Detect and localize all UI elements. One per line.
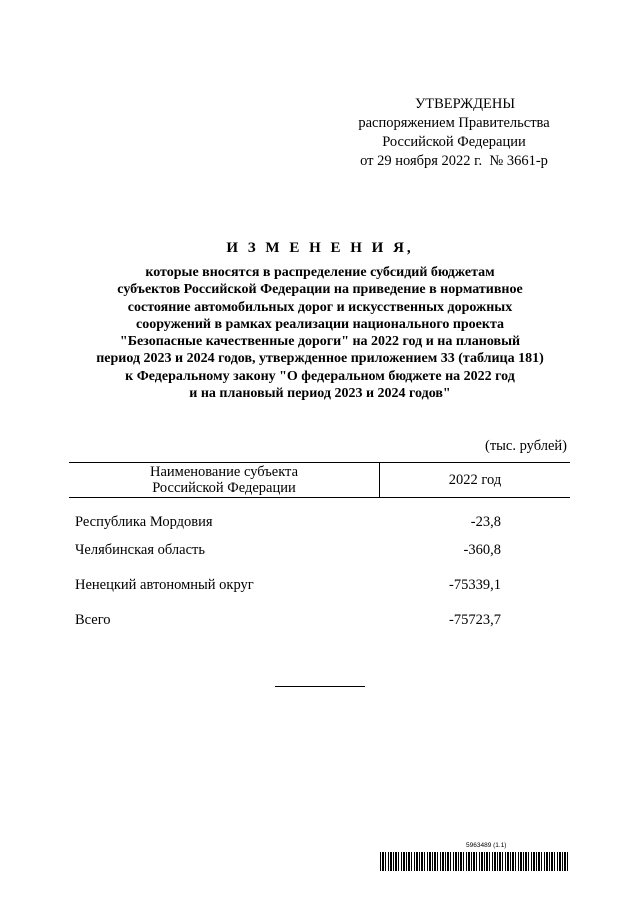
approval-heading: УТВЕРЖДЕНЫ — [414, 96, 516, 112]
subtitle-line: период 2023 и 2024 годов, утвержденное приложением 33 (таблица 181) — [96, 351, 544, 367]
row-value: -75339,1 — [449, 577, 501, 593]
barcode-image — [380, 852, 569, 871]
subtitle-line: состояние автомобильных дорог и искусственных дорожных — [127, 299, 513, 315]
table-row — [69, 568, 570, 603]
table-row — [69, 498, 570, 534]
row-region-name: Ненецкий автономный округ — [75, 577, 254, 593]
barcode-number: 5963489 (1.1) — [466, 842, 507, 849]
subtitle-line: и на плановый период 2023 и 2024 годов" — [189, 386, 451, 402]
document-title: И З М Е Н Е Н И Я, — [226, 240, 414, 256]
header-region-line1: Наименование субъекта — [149, 464, 299, 480]
header-region — [69, 463, 380, 498]
row-total-value: -75723,7 — [449, 612, 501, 628]
subtitle-line: к Федеральному закону "О федеральном бюджете на 2022 год — [125, 368, 515, 384]
subtitle-line: субъектов Российской Федерации на приведение в нормативное — [117, 282, 523, 298]
closing-separator-line — [275, 686, 365, 687]
table-row-total — [69, 603, 570, 638]
subtitle-line: "Безопасные качественные дороги" на 2022 год и на плановый — [119, 334, 521, 350]
row-value: -360,8 — [463, 542, 501, 558]
row-region-name: Республика Мордовия — [75, 514, 213, 530]
units-label: (тыс. рублей) — [485, 438, 567, 454]
approval-block — [330, 95, 578, 171]
header-year: 2022 год — [380, 463, 571, 498]
table-header-row — [69, 463, 570, 498]
approval-line-order: распоряжением Правительства — [358, 115, 550, 131]
approval-date: от 29 ноября 2022 г. № 3661-р — [360, 153, 548, 169]
header-region-line2: Российской Федерации — [152, 480, 296, 496]
approval-line-government: Российской Федерации — [382, 134, 526, 150]
document-subtitle — [60, 264, 580, 402]
row-value: -23,8 — [470, 514, 501, 530]
row-region-name: Челябинская область — [75, 542, 205, 558]
table-row — [69, 533, 570, 568]
subtitle-line: которые вносятся в распределение субсидий бюджетам — [145, 265, 495, 280]
subtitle-line: сооружений в рамках реализации национального проекта — [135, 316, 505, 332]
row-total-label: Всего — [75, 612, 111, 628]
subsidy-table — [69, 462, 570, 638]
